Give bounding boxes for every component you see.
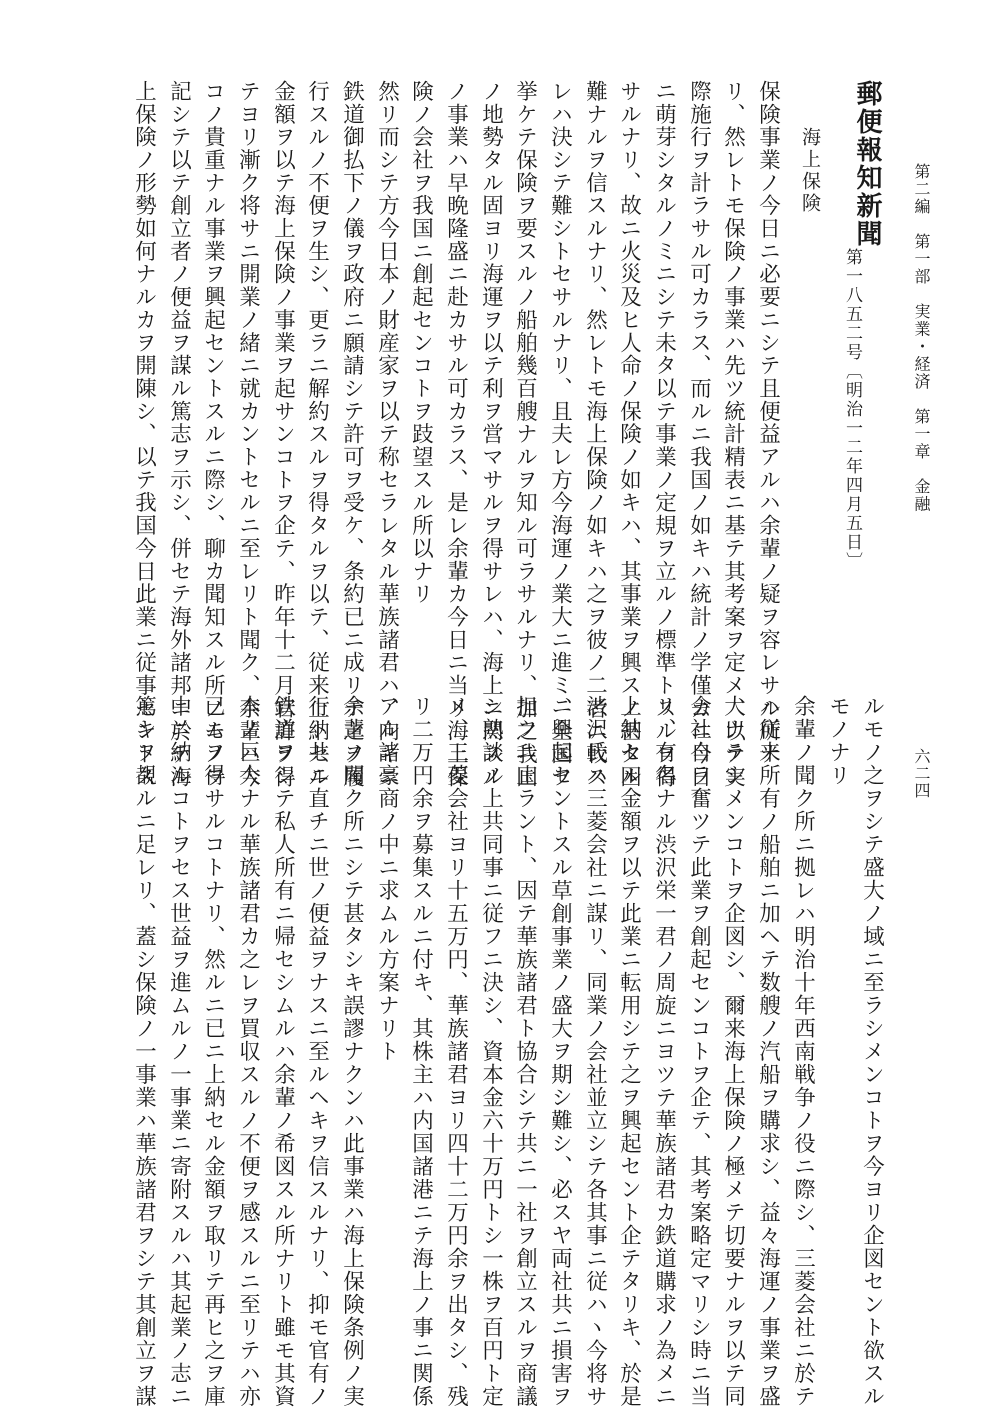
body-line: レハ決シテ難シトセサルナリ、且夫レ方今海運ノ業大ニ進ミ、全国ヲ xyxy=(547,80,573,789)
body-line: 際施行ヲ計ラサル可カラス、而ルニ我国ノ如キハ統計ノ学僅カニ今日 xyxy=(686,80,712,789)
body-line: ニ興起セントスル草創事業ノ盛大ヲ期シ難シ、必スヤ両社共ニ損害ヲ xyxy=(547,695,573,1408)
body-line: モノナリ xyxy=(825,695,851,787)
body-line: サルナリ、故ニ火災及ヒ人命ノ保険ノ如キハ、其事業ヲ興スノ甚タ困 xyxy=(616,80,642,789)
body-line: 金額ヲ以テ海上保険ノ事業ヲ起サンコトヲ企テ、昨年十二月官許ヲ得 xyxy=(270,80,296,789)
body-line: 鉄道ヲシテ私人所有ニ帰セシムルハ余輩ノ希図スル所ナリト雖モ其資 xyxy=(270,695,296,1408)
body-line: 保険事業ノ今日ニ必要ニシテ且便益アルハ余輩ノ疑ヲ容レサル所ナ xyxy=(755,80,781,766)
body-line: テヨリ漸ク将サニ開業ノ緒ニ就カントセルニ至レリト聞ク、余輩ハ今 xyxy=(235,80,261,789)
body-line: 険ノ会社ヲ我国ニ創起センコトヲ跂望スル所以ナリ xyxy=(408,80,434,606)
body-line: 上保険ノ形勢如何ナルカヲ開陳シ、以テ我国今日此業ニ従事セントス xyxy=(131,80,157,789)
body-line: 渋沢氏ハ三菱会社ニ謀リ、同業ノ会社並立シテ各其事ニ従ハヽ今将サ xyxy=(582,695,608,1408)
body-line: ノ事業ハ早晩隆盛ニ赴カサル可カラス、是レ余輩カ今日ニ当リ海上保 xyxy=(443,80,469,789)
body-line: ノ地勢タル固ヨリ海運ヲ以テ利ヲ営マサルヲ得サレハ、海上ニ関スル xyxy=(478,80,504,789)
body-line: シ熟談ノ上共同事ニ従フニ決シ、資本金六十万円トシ一株ヲ百円ト定 xyxy=(478,695,504,1408)
body-line: 本ノ巨大ナル華族諸君カ之レヲ買収スルノ不便ヲ感スルニ至リテハ亦 xyxy=(235,695,261,1408)
body-line: リ、然レトモ保険ノ事業ハ先ツ統計精表ニ基テ其考案ヲ定メ、以テ実 xyxy=(720,80,746,789)
issue-number: 第一八五二号〔明治一二年四月五日〕 xyxy=(842,248,862,571)
section-title: 海上保険 xyxy=(799,127,821,215)
body-line: アル諸豪商ノ中ニ求ムル方案ナリト xyxy=(374,695,400,1063)
body-line: ニ萌芽シタルノミニシテ未タ以テ事業ノ定規ヲ立ルノ標準トスルヲ得 xyxy=(651,80,677,789)
body-line: メ、三菱会社ヨリ十五万円、華族諸君ヨリ四十二万円余ヲ出タシ、残 xyxy=(443,695,469,1408)
body-line: 中ニ納ルコトヲセス世益ヲ進ムルノ一事業ニ寄附スルハ其起業ノ志ニ xyxy=(166,695,192,1408)
body-line: リ、有名ナル渋沢栄一君ノ周旋ニヨツテ華族諸君カ鉄道購求ノ為メニ xyxy=(651,695,677,1408)
page-number: 六二四 xyxy=(912,748,931,799)
body-line: 挙ケテ保険ヲ要スルノ船舶幾百艘ナルヲ知ル可ラサルナリ、加之我国 xyxy=(512,80,538,789)
body-line: 担フニ止ラント、因テ華族諸君ト協合シテ共ニ一社ヲ創立スルヲ商議 xyxy=(512,695,538,1408)
body-line: 篤キヲ覩ルニ足レリ、蓋シ保険ノ一事業ハ華族諸君ヲシテ其創立ヲ謀 xyxy=(131,695,157,1408)
body-line: 行スルノ不便ヲ生シ、更ラニ解約スルヲ得タルヲ以テ、従来上納セル xyxy=(304,80,330,789)
body-line: 行ト共ニ直チニ世ノ便益ヲナスニ至ルヘキヲ信スルナリ、抑モ官有ノ xyxy=(304,695,330,1408)
body-line: ハ従来所有ノ船舶ニ加ヘテ数艘ノ汽船ヲ購求シ、益々海運ノ事業ヲ盛 xyxy=(755,695,781,1408)
running-head: 第二編 第一部 実業・経済 第一章 金融 xyxy=(912,163,931,513)
body-line: 已ムヲ得サルコトナリ、然ルニ已ニ上納セル金額ヲ取リテ再ヒ之ヲ庫 xyxy=(200,695,226,1408)
newspaper-title: 郵便報知新聞 xyxy=(852,80,882,248)
body-line: コノ貴重ナル事業ヲ興起セントスルニ際シ、聊カ聞知スル所ノモノヲ xyxy=(200,80,226,789)
body-line: 鉄道御払下ノ儀ヲ政府ニ願請シテ許可ヲ受ケ、条約已ニ成リテ之ヲ履 xyxy=(339,80,365,789)
body-line: 上納セル金額ヲ以テ此業ニ転用シテ之ヲ興起セント企テタリキ、於是 xyxy=(616,695,642,1408)
body-line: 記シテ以テ創立者ノ便益ヲ謀ル篤志ヲ示シ、併セテ海外諸邦ニ於テ海 xyxy=(166,80,192,789)
body-line: 会社自ラ奮ツテ此業ヲ創起センコトヲ企テ、其考案略定マリシ時ニ当 xyxy=(686,695,712,1408)
body-line: 大ナラシメンコトヲ企図シ、爾来海上保険ノ極メテ切要ナルヲ以テ同 xyxy=(720,695,746,1408)
body-line: ルモノ之ヲシテ盛大ノ域ニ至ラシメンコトヲ今ヨリ企図セント欲スル xyxy=(859,695,885,1408)
body-line: 余輩ノ聞ク所ニシテ甚タシキ誤謬ナクンハ此事業ハ海上保険条例ノ実 xyxy=(339,695,365,1408)
body-line: 然リ而シテ方今日本ノ財産家ヲ以テ称セラレタル華族諸君ハ、向キニ xyxy=(374,80,400,789)
body-line: 難ナルヲ信スルナリ、然レトモ海上保険ノ如キハ之ヲ彼ノ二者ニ較ス xyxy=(582,80,608,789)
body-line: リ二万円余ヲ募集スルニ付キ、其株主ハ内国諸港ニテ海上ノ事ニ関係 xyxy=(408,695,434,1408)
body-line: 余輩ノ聞ク所ニ拠レハ明治十年西南戦争ノ役ニ際シ、三菱会社ニ於テ xyxy=(790,695,816,1408)
